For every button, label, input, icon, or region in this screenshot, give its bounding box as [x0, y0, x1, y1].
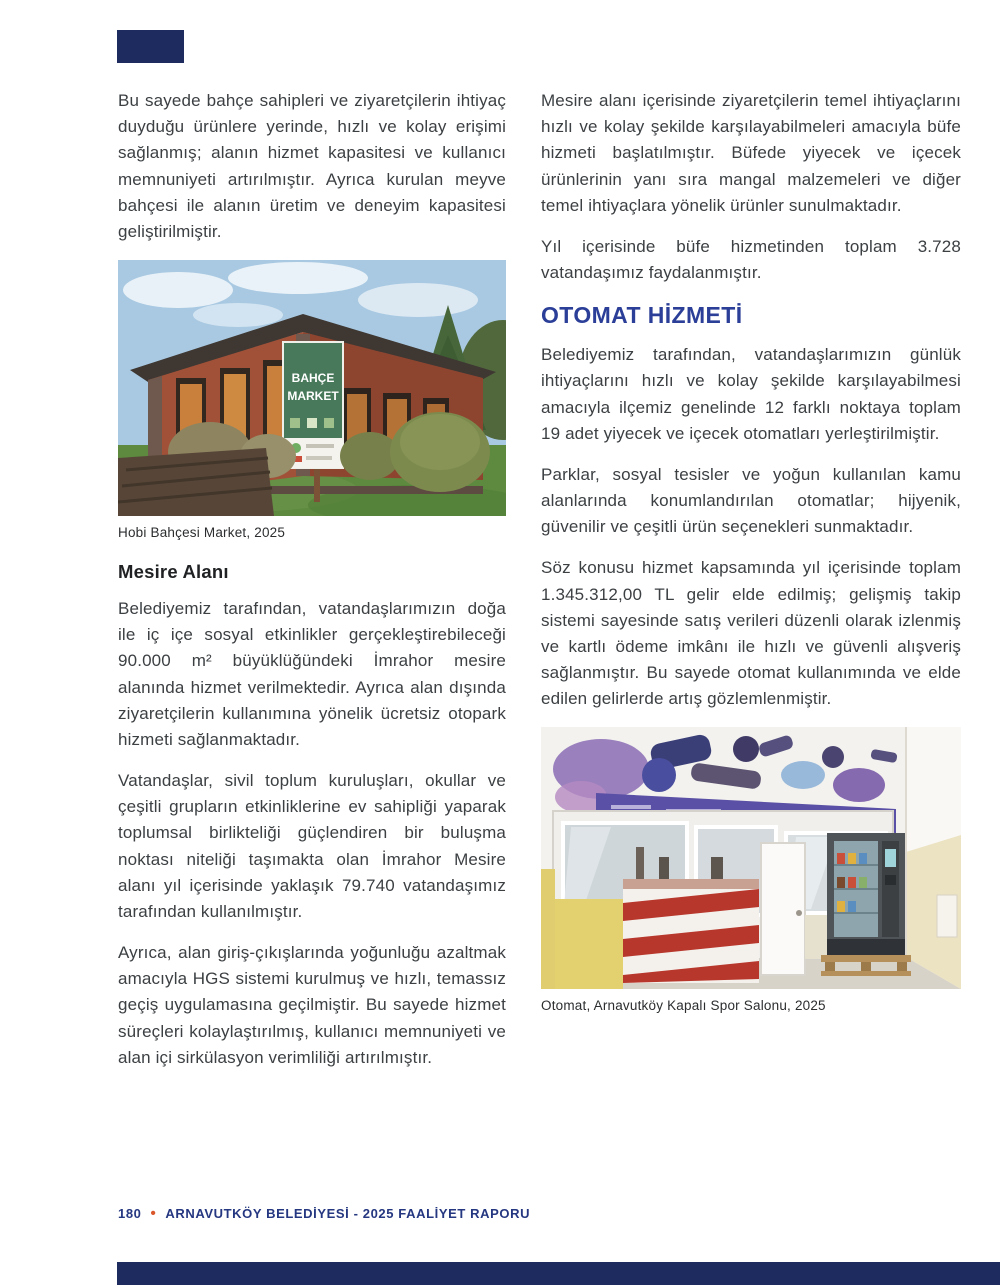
page-footer	[118, 1206, 530, 1221]
left-column	[118, 88, 506, 1086]
photo-otomat-spor-salonu	[541, 727, 961, 989]
section-heading-otomat-hizmeti: OTOMAT HİZMETİ	[541, 302, 743, 329]
hobi-market-photo-illustration	[118, 260, 506, 516]
paragraph: Belediyemiz tarafından, vatandaşlarımızın doğa ile iç içe sosyal etkinlikler gerçekleştirebileceği 90.000 m² büyüklüğündeki İmrahor mesire alanında hizmet verilmektedir. Ayrıca alan dışında ziyaretçilerin kullanımına yönelik ücretsiz otopark hizmeti sağlanmaktadır.	[118, 599, 506, 749]
footer-report-title: ARNAVUTKÖY BELEDİYESİ - 2025 FAALİYET RAPORU	[165, 1206, 531, 1221]
top-navy-tab-decoration	[117, 30, 184, 63]
right-column	[541, 88, 961, 1013]
paragraph: Belediyemiz tarafından, vatandaşlarımızın günlük ihtiyaçlarını hızlı ve kolay şekilde karşılayabilmesi amacıyla ilçemiz genelinde 12 farklı noktaya toplam 19 adet yiyecek ve içecek otomatları yerleştirilmiştir.	[541, 345, 961, 443]
photo-caption-otomat: Otomat, Arnavutköy Kapalı Spor Salonu, 2025	[541, 998, 826, 1014]
paragraph: Parklar, sosyal tesisler ve yoğun kullanılan kamu alanlarında konumlandırılan otomatlar; hijyenik, güvenilir ve çeşitli ürün seçenekleri sunmaktadır.	[541, 464, 961, 537]
paragraph: Mesire alanı içerisinde ziyaretçilerin temel ihtiyaçlarını hızlı ve kolay şekilde karşılayabilmeleri amacıyla büfe hizmeti başlatılmıştır. Büfede yiyecek ve içecek ürünlerinin yanı sıra mangal malzemeleri ve diğer temel ihtiyaçlara yönelik ürünler sunulmaktadır.	[541, 91, 961, 215]
photo-caption-hobi-market: Hobi Bahçesi Market, 2025	[118, 525, 286, 541]
photo-hobi-bahcesi-market	[118, 260, 506, 516]
paragraph: Bu sayede bahçe sahipleri ve ziyaretçilerin ihtiyaç duyduğu ürünlere yerinde, hızlı ve kolay erişimi sağlanmış; alanın hizmet kapasitesi ve kullanıcı memnuniyeti artırılmıştır. Ayrıca kurulan meyve bahçesi ile alanın üretim ve deneyim kapasitesi geliştirilmiştir.	[118, 91, 506, 241]
sign-text-line2: MARKET	[287, 389, 339, 404]
bottom-navy-band-decoration	[117, 1262, 1000, 1285]
subheading-mesire-alani: Mesire Alanı	[118, 561, 229, 583]
paragraph: Söz konusu hizmet kapsamında yıl içerisinde toplam 1.345.312,00 TL gelir elde edilmiş; gelişmiş takip sistemi sayesinde satış verileri düzenli olarak izlenmiş ve kartlı ödeme imkânı ile hızlı ve güvenli alışveriş sağlanmıştır. Bu sayede otomat kullanımında ve elde edilen gelirlerde artış gözlemlenmiştir.	[541, 558, 961, 709]
page-number: 180	[118, 1206, 142, 1221]
footer-bullet-icon: •	[150, 1205, 157, 1222]
sign-text-line1: BAHÇE	[291, 371, 335, 386]
paragraph: Vatandaşlar, sivil toplum kuruluşları, okullar ve çeşitli grupların etkinliklerine ev sahipliği yaparak toplumsal birlikteliği güçlendiren bir buluşma noktası niteliği taşımakta olan İmrahor Mesire alanı yıl içerisinde yaklaşık 79.740 vatandaşımız tarafından kullanılmıştır.	[118, 771, 506, 921]
paragraph: Yıl içerisinde büfe hizmetinden toplam 3.728 vatandaşımız faydalanmıştır.	[541, 236, 961, 283]
otomat-photo-illustration	[541, 727, 961, 989]
paragraph: Ayrıca, alan giriş-çıkışlarında yoğunluğu azaltmak amacıyla HGS sistemi kurulmuş ve hızlı, temassız geçiş uygulamasına geçilmiştir. Bu sayede hizmet süreçleri kolaylaştırılmış, kullanıcı memnuniyeti ve alan içi sirkülasyon verimliliği artırılmıştır.	[118, 943, 506, 1067]
